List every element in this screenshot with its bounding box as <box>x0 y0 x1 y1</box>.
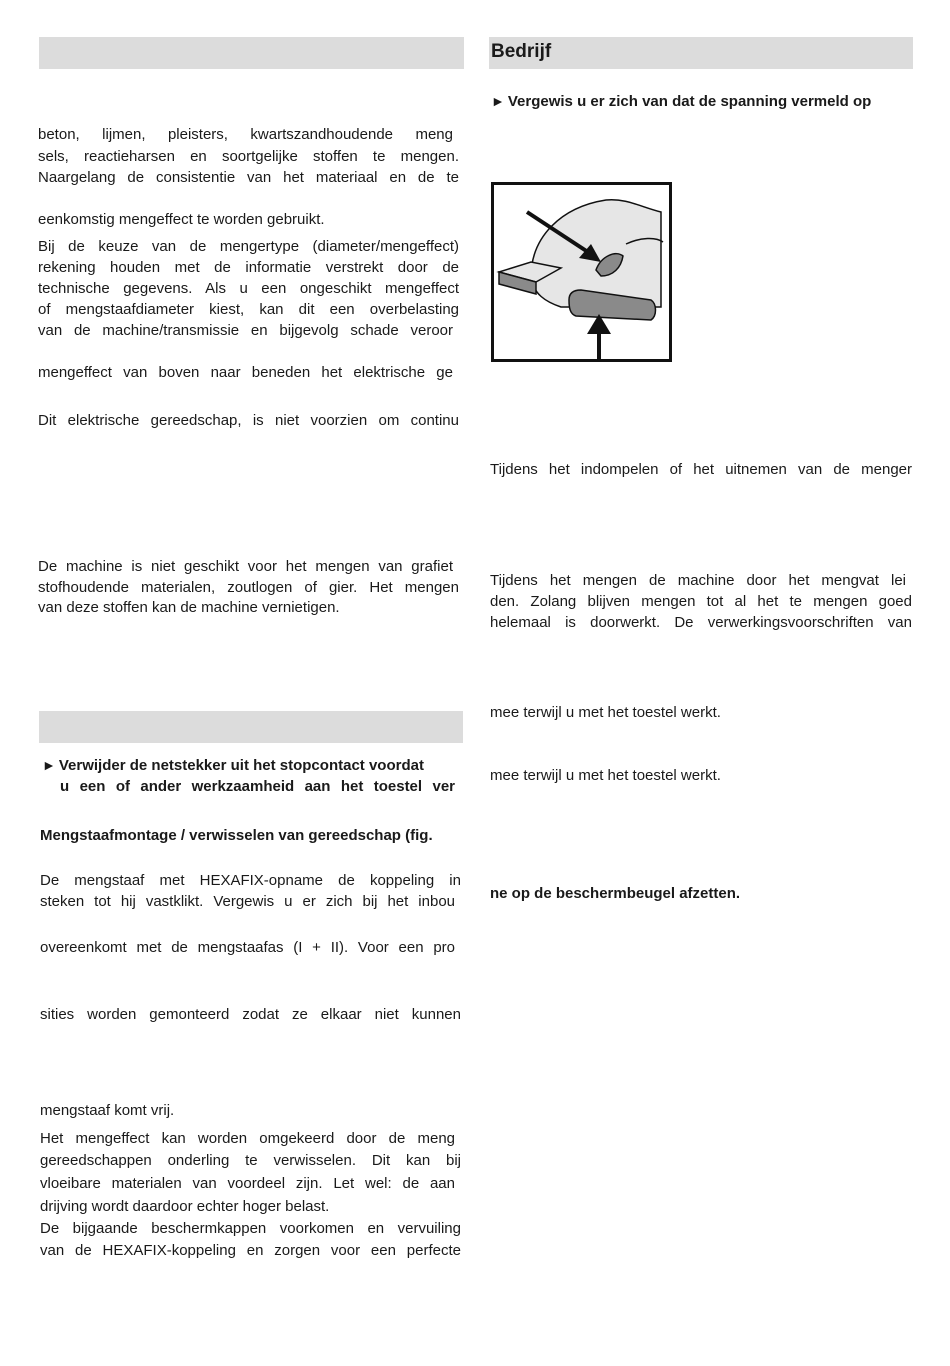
text-line: De bijgaande beschermkappen voorkomen en vervuiling <box>40 1220 461 1237</box>
text-line: drijving wordt daardoor echter hoger belast. <box>40 1198 330 1215</box>
text-line: stofhoudende materialen, zoutlogen of gier. Het mengen <box>38 579 459 596</box>
text-line: eenkomstig mengeffect te worden gebruikt. <box>38 211 325 228</box>
bullet-line <box>42 755 424 776</box>
text-line: van de HEXAFIX-koppeling en zorgen voor een perfecte <box>40 1242 461 1259</box>
text-line: beton, lijmen, pleisters, kwartszandhoudende meng <box>38 126 453 143</box>
text-line: Bij de keuze van de mengertype (diameter/mengeffect) <box>38 238 459 255</box>
text-line: sels, reactieharsen en soortgelijke stoffen te mengen. <box>38 148 459 165</box>
section-header-bar-right <box>489 37 913 69</box>
text-line: of mengstaafdiameter kiest, kan dit een overbelasting <box>38 301 459 318</box>
text-line: vloeibare materialen van voordeel zijn. Let wel: de aan <box>40 1175 455 1192</box>
text-line: technische gegevens. Als u een ongeschikt mengeffect <box>38 280 459 297</box>
text-line: overeenkomt met de mengstaafas (I + II). Voor een pro <box>40 939 455 956</box>
text-line: den. Zolang blijven mengen tot al het te mengen goed <box>490 593 912 610</box>
text-line: Het mengeffect kan worden omgekeerd door de meng <box>40 1130 455 1147</box>
text-line: mee terwijl u met het toestel werkt. <box>490 704 721 721</box>
bullet-text: Verwijder de netstekker uit het stopcontact voordat <box>58 757 424 774</box>
bullet-triangle-icon: ► <box>42 757 56 773</box>
text-line: helemaal is doorwerkt. De verwerkingsvoorschriften van <box>490 614 912 631</box>
text-line: mee terwijl u met het toestel werkt. <box>490 767 721 784</box>
text-line: mengstaaf komt vrij. <box>40 1102 175 1119</box>
subheading: Mengstaafmontage / verwisselen van gereedschap (fig. <box>40 827 433 844</box>
text-line: Dit elektrische gereedschap, is niet voorzien om continu <box>38 412 459 429</box>
text-line: steken tot hij vastklikt. Vergewis u er zich bij het inbou <box>40 893 455 910</box>
switch-illustration <box>491 182 672 362</box>
section-header-title: Bedrijf <box>491 41 552 62</box>
section-header-bar-left-2 <box>39 711 463 743</box>
text-line: mengeffect van boven naar beneden het elektrische ge <box>38 364 453 381</box>
text-line: Tijdens het indompelen of het uitnemen van de menger <box>490 461 912 478</box>
text-line: De machine is niet geschikt voor het mengen van grafiet <box>38 558 453 575</box>
text-line: van deze stoffen kan de machine vernietigen. <box>38 599 340 616</box>
text-line: De mengstaaf met HEXAFIX-opname de koppeling in <box>40 872 461 889</box>
bullet-text: Vergewis u er zich van dat de spanning vermeld op <box>507 93 872 110</box>
text-line: Tijdens het mengen de machine door het mengvat lei <box>490 572 906 589</box>
text-line: gereedschappen onderling te verwisselen. Dit kan bij <box>40 1152 461 1169</box>
text-line: van de machine/transmissie en bijgevolg schade veroor <box>38 322 453 339</box>
bold-text-line: ne op de beschermbeugel afzetten. <box>490 885 741 902</box>
text-line: Naargelang de consistentie van het materiaal en de te <box>38 169 459 186</box>
bullet-triangle-icon: ► <box>491 93 505 109</box>
text-line: rekening houden met de informatie verstrekt door de <box>38 259 459 276</box>
bullet-line: u een of ander werkzaamheid aan het toestel ver <box>60 778 455 795</box>
section-header-bar-left-1 <box>39 37 464 69</box>
text-line: sities worden gemonteerd zodat ze elkaar niet kunnen <box>40 1006 461 1023</box>
bullet-line <box>491 91 871 112</box>
